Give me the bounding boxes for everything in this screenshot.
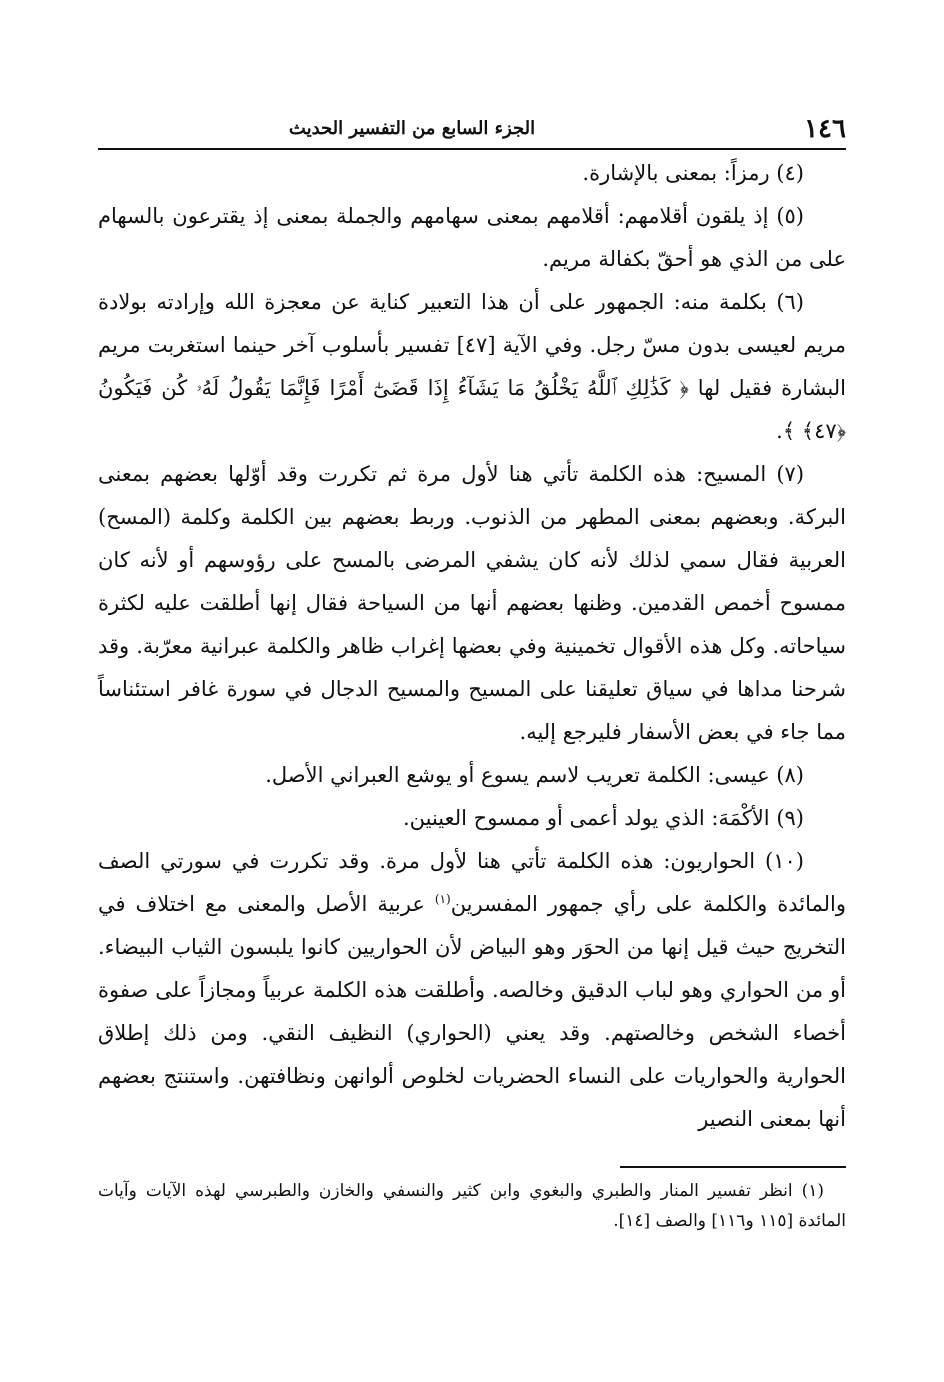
note-paragraph-10 (98, 840, 846, 1141)
note-paragraph-10-start: (١٠) الحواريون: هذه الكلمة تأتي هنا لأول مرة. وقد تكررت في سورتي الصف والمائدة والكلمة على رأي جمهور المفسرين (98, 849, 846, 916)
note-paragraph-8: (٨) عيسى: الكلمة تعريب لاسم يسوع أو يوشع العبراني الأصل. (265, 763, 804, 787)
note-paragraph-4: (٤) رمزاً: بمعنى بالإشارة. (582, 161, 804, 185)
footnote-1: (١) انظر تفسير المنار والطبري والبغوي وابن كثير والنسفي والخازن والطبرسي لهذه الآيات وآيات المائدة [١١٥ و١١٦] والصف [١٤]. (98, 1181, 846, 1231)
note-paragraph-5: (٥) إذ يلقون أقلامهم: أقلامهم بمعنى سهامهم والجملة بمعنى إذ يقترعون بالسهام على من الذي هو أحقّ بكفالة مريم. (98, 204, 846, 271)
note-paragraph-9: (٩) الأكْمَهَ: الذي يولد أعمى أو ممسوح العينين. (402, 806, 804, 830)
footnotes (98, 1176, 846, 1236)
main-text (98, 152, 846, 1141)
note-paragraph-7: (٧) المسيح: هذه الكلمة تأتي هنا لأول مرة ثم تكررت وقد أوّلها بعضهم بمعنى البركة. وبعضهم بمعنى المطهر من الذنوب. وربط بعضهم بين الكلمة وكلمة (المسح) العربية فقال سمي لذلك لأنه كان يشفي المرضى بالمسح على رؤوسهم أو لأنه كان ممسوح أخمص القدمين. وظنها بعضهم أنها من السياحة فقال إنها أطلقت عليه لكثرة سياحاته. وكل هذه الأقوال تخمينية وفي بعضها إغراب ظاهر والكلمة عبرانية معرّبة. وقد شرحنا مداها في سياق تعليقنا على المسيح والمسيح الدجال في سورة غافر استئناساً مما جاء في بعض الأسفار فليرجع إليه. (98, 462, 846, 744)
page-header (98, 108, 846, 150)
note-paragraph-6: (٦) بكلمة منه: الجمهور على أن هذا التعبير كناية عن معجزة الله وإرادته بولادة مريم لعيسى بدون مسّ رجل. وفي الآية [٤٧] تفسير بأسلوب آخر حينما استغربت مريم البشارة فقيل لها ﴿ كَذَٰلِكِ ٱللَّهُ يَخْلُقُ مَا يَشَآءُ إِذَا قَضَىٰٓ أَمْرًا فَإِنَّمَا يَقُولُ لَهُۥ كُن فَيَكُونُ ﴿٤٧﴾ ﴾. (98, 290, 846, 443)
footnote-reference[interactable]: (١) (434, 892, 451, 906)
page-number: ١٤٦ (804, 114, 846, 144)
running-title: الجزء السابع من التفسير الحديث (288, 118, 536, 139)
footnote-divider (620, 1166, 846, 1168)
note-paragraph-10-rest: عربية الأصل والمعنى مع اختلاف في التخريج حيث قيل إنها من الحوَر وهو البياض لأن الحواريين كانوا يلبسون الثياب البيضاء. أو من الحواري وهو لباب الدقيق وخالصه. وأطلقت هذه الكلمة عربياً ومجازاً على صفوة أخصاء الشخص وخالصتهم. وقد يعني (الحواري) النظيف النقي. ومن ذلك إطلاق الحوارية والحواريات على النساء الحضريات لخلوص ألوانهن ونظافتهن. واستنتج بعضهم أنها بمعنى النصير (98, 892, 846, 1131)
